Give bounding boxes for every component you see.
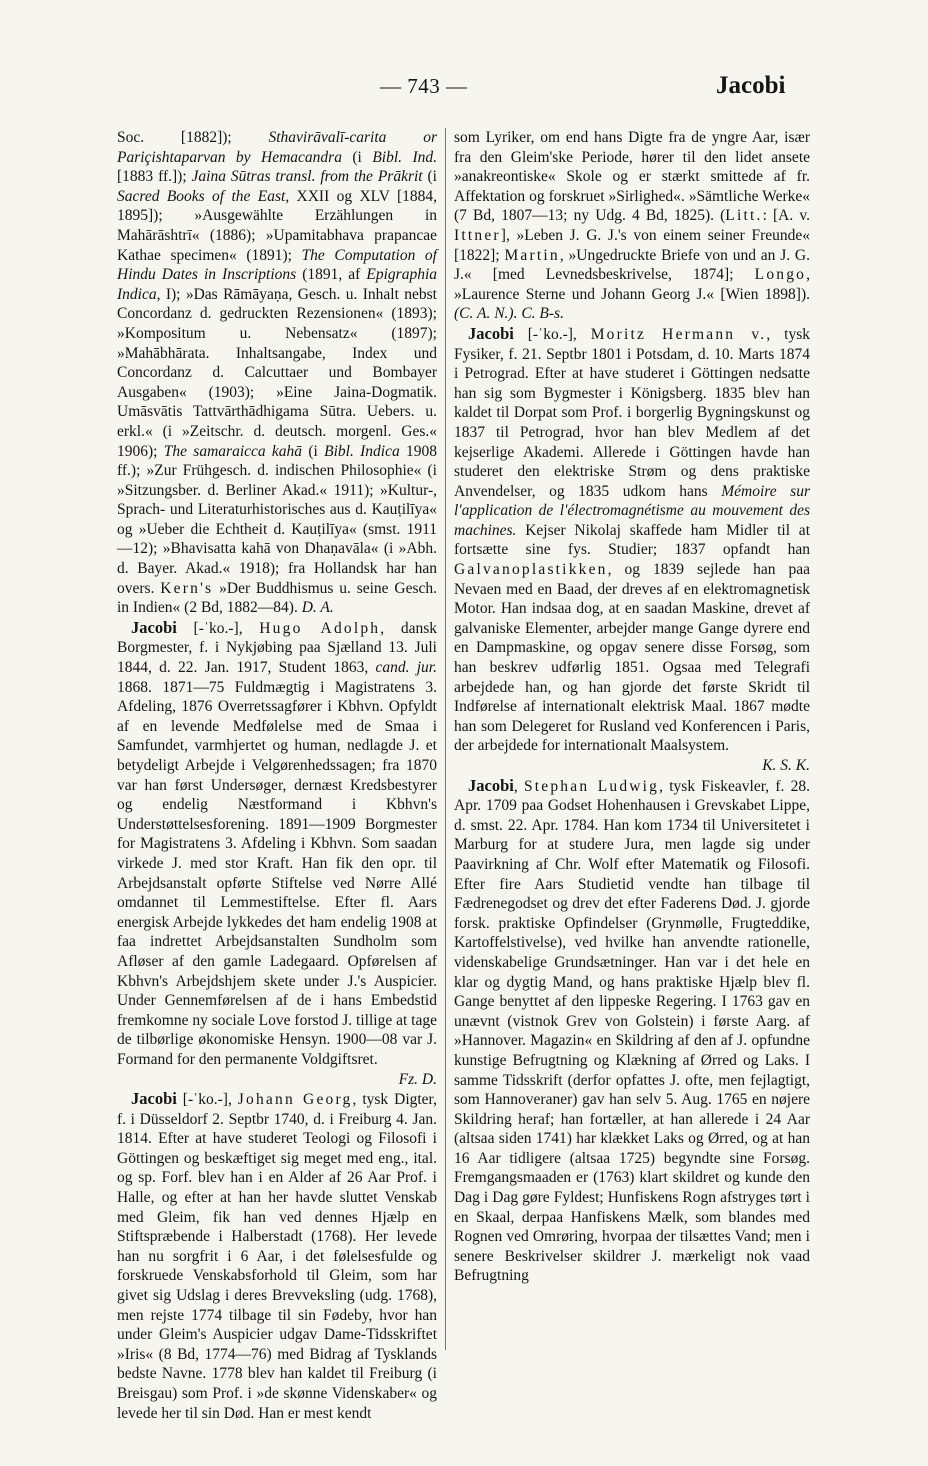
entry-continuation-right — [454, 128, 810, 324]
given-names: Johann Georg — [237, 1091, 353, 1109]
text: (i — [302, 442, 325, 460]
italic-title: Sthavirāvalī-carita or Pariçishtaparvan by Hemacandra — [117, 129, 437, 166]
italic-title: The samaraicca kahā — [163, 442, 303, 460]
given-names: Hugo Adolph — [259, 619, 381, 637]
entry-text: , tysk Fysiker, f. 21. Septbr 1801 i Potsdam, d. 10. Marts 1874 i Petrograd. Efter at have studeret i Göttingen nedsatte han sig som Bygmester i Königsberg. 1835 blev han kaldet til Dorpat som Prof. i borgerlig Bygningskunst og 1837 til Petrograd, hvor han blev Medlem af det kejserlige Akademi. Allerede i Göttingen havde han studeret den elektriske Strøm og dens praktiske Anvendelser, og 1835 udkom hans — [454, 325, 810, 500]
page-number: — 743 — — [380, 74, 468, 98]
spaced-name: Ittner — [454, 226, 501, 244]
pronunciation: [-ˈko.-], — [176, 1091, 238, 1109]
entry-hugo-adolph-jacobi — [117, 618, 437, 1070]
text: ], »Leben J. G. J.'s von einem seiner Freunde« [1822]; — [454, 226, 810, 264]
italic-text: cand. jur. — [375, 659, 437, 677]
text: »Der Buddhismus u. seine Gesch. in Indien« (2 Bd, 1882—84). — [117, 579, 437, 617]
spaced-term: Galvanoplastikken — [454, 561, 608, 579]
pronunciation: [-ˈko.-], — [176, 619, 260, 637]
author-signature: D. A. — [301, 599, 334, 617]
italic-title: Jaina Sūtras transl. from the Prākrit — [191, 168, 423, 186]
text: : [A. v. — [762, 207, 810, 225]
entry-headword: Jacobi — [468, 775, 514, 795]
entry-headword: Jacobi — [468, 323, 514, 343]
italic-title: Sacred Books of the East — [117, 187, 286, 205]
right-column — [454, 128, 810, 1286]
entry-text: , dansk Borgmester, f. i Nykjøbing paa Sjælland 13. Juli 1844, d. 22. Jan. 1917, Student 1863, — [117, 619, 437, 677]
entry-text: , tysk Digter, f. i Düsseldorf 2. Septbr 1740, d. i Freiburg 4. Jan. 1814. Efter at have studeret Teologi og Filosofi i Göttingen og beskæftiget sig meget med eng., ital. og sp. Forf. blev han i en Alder af 26 Aar Prof. i Halle, og efter at han her havde sluttet Venskab med Gleim, fik han ved dennes Hjælp en Stiftspræbende i Halberstadt (1768). Her levede han nu sorgfrit i 6 Aar, i det følelsesfulde og forskruede Venskabsforhold til Gleim, som har givet sig Udslag i deres Brevveksling (udg. 1768), men rejste 1774 tilbage til sin Fødeby, hvor han under Gleim's Auspicier udgav Dame-Tidsskriftet »Iris« (8 Bd, 1774—76) med Bidrag af Tysklands bedste Navne. 1778 blev han kaldet til Freiburg (i Breisgau) som Prof. i »de skønne Videnskaber« og levede her til sin Død. Han er mest kendt — [117, 1091, 437, 1422]
entry-text: , og 1839 sejlede han paa Nevaen med en Baad, der dreves af en elektromagnetisk Motor. Han indsaa dog, at en saadan Maskine, drevet af galvaniske Elementer, arbejder mange Gange dyrere end en Dampmaskine, og opgav senere disse Forsøg, som han beskrev udførlig 1851. Ogsaa med Telegrafi arbejdede han, og han gjorde det første Skridt til Indførelse af internationalt elektrisk Maal. 1867 mødte han som Delegeret for Rusland ved Konferencen i Paris, der arbejdede for internationalt Maalsystem. — [454, 561, 810, 755]
entry-johann-georg-jacobi — [117, 1089, 437, 1423]
text: , »Ungedruckte Briefe von und an J. G. J.« [med Levnedsbeskrivelse, 1874]; — [454, 246, 810, 284]
author-signature: (C. A. N.). C. B-s. — [454, 305, 564, 323]
author-signature: K. S. K. — [762, 757, 810, 774]
punctuation: , — [513, 777, 524, 795]
entry-continuation-left — [117, 128, 437, 618]
text: , I); »Das Rāmāyaṇa, Gesch. u. Inhalt nebst Concordanz d. gedruckten Rezensionen« (1893); »Kompositum u. Nebensatz« (1897); »Mahābhārata. Inhaltsangabe, Index und Concordanz d. Calcuttaer und Bombayer Ausgaben« (1903); »Eine Jaina-Dogmatik. Umāsvātis Tattvārthādhigama Sūtra. Uebers. u. erkl.« (i »Zeitschr. d. deutsch. morgenl. Ges.« 1906); — [117, 285, 437, 460]
text: , »Laurence Sterne und Johann Georg J.« [Wien 1898]). — [454, 266, 810, 303]
page-header — [0, 72, 928, 106]
italic-title: Mémoire sur l'application de l'électromagnétisme au mouvement des machines. — [454, 482, 810, 539]
entry-moritz-hermann-jacobi — [454, 324, 810, 756]
text: [1883 ff.]); — [117, 168, 192, 186]
text: som Lyriker, om end hans Digte fra de yngre Aar, især fra den Gleim'ske Periode, hører til den lidet ansete »anakreontiske« Skole og er stærkt smittede af fr. Affektation og forskruet »Sirlighed«. »Sämtliche Werke« (7 Bd, 1807—13; ny Udg. 4 Bd, 1825). ( — [454, 129, 810, 225]
italic-title: The Computation of Hindu Dates in Inscriptions — [117, 246, 437, 284]
text: 1908 ff.); »Zur Frühgesch. d. indischen Philosophie« (i »Sitzungsber. d. Berliner Akad.« 1911); »Kultur-, Sprach- und Literaturhistorisches aus d. Kauṭilīya« og »Ueber die Echtheit d. Kauṭilīya« (smst. 1911 —12); »Bhavisatta kahā von Dhaṇavāla« (i »Abh. d. Bayer. Akad.« 1918); fra Hollandsk har han overs. — [117, 442, 438, 597]
text: , XXII og XLV [1884, 1895]); »Ausgewählte Erzählungen in Mahārāshtrī« (1886); »Upamitabhava prapancae Kathae specimen« (1891); — [117, 187, 437, 264]
column-divider — [445, 128, 446, 1350]
entry-headword: Jacobi — [131, 617, 177, 637]
spaced-name: Longo — [754, 266, 807, 284]
left-column — [117, 128, 437, 1423]
text: Soc. [1882]); — [117, 129, 269, 146]
entry-stephan-ludwig-jacobi — [454, 776, 810, 1286]
given-names: Moritz Hermann v. — [590, 325, 767, 343]
spaced-text: Litt. — [725, 207, 763, 225]
spaced-name: Martin — [504, 246, 560, 264]
running-head: Jacobi — [716, 72, 786, 99]
given-names: Stephan Ludwig — [523, 777, 660, 795]
spaced-name: Kern's — [160, 579, 214, 597]
entry-text: , tysk Fiskeavler, f. 28. Apr. 1709 paa Godset Hohenhausen i Grevskabet Lippe, d. smst. 22. Apr. 1784. Han kom 1734 til Universitetet i Marburg for at studere Jura, men lagde sig under Paavirkning af Chr. Wolf efter Matematik og Filosofi. Efter fire Aars Studietid vendte han tilbage til Fædrenegodset og drev det efter Faderens Død. J. gjorde forsk. praktiske Opfindelser (Grynmølle, Frugteddike, Kartoffelstivelse), ved hvilke han anvendte rationelle, videnskabelige Grundsætninger. Han var i det hele en klar og dygtig Mand, og hans praktiske Hjælp blev fl. Gange benyttet af den lippeske Regering. I 1763 gav en unævnt (vistnok Grev von Golstein) i første Aarg. af »Hannover. Magazin« en Skildring af den af J. opfundne kunstige Befrugtning og Klækning af Ørred og Laks. I samme Tidsskrift (derfor opfattes J. ofte, men fejlagtigt, som Hannoveraner) gav han selv 5. Aug. 1765 en nøjere Skildring heraf; han fortæller, at han allerede i 24 Aar (altsaa siden 1741) har klækket Laks og Ørred, og at han 16 Aar tidligere (altsaa 1725) begyndte sine Forsøg. Fremgangsmaaden er (1763) klart skildret og kunde den Dag i Dag gøre Fyldest; Hunfiskens Rogn afstryges tørt i en Skaal, derpaa Hanfiskens Mælk, som blandes med Rognen ved Omrøring, hvorpaa der tilsættes Vand; men i senere Beskrivelser skildrer J. mærkeligt nok vaad Befrugtning — [454, 777, 810, 1285]
author-signature: Fz. D. — [398, 1070, 437, 1088]
text: (i — [341, 148, 373, 166]
text: (1891, af — [296, 266, 367, 284]
italic-title: Bibl. Ind. — [372, 148, 437, 166]
italic-title: Epigraphia Indica — [117, 266, 438, 303]
pronunciation: [-ˈko.-], — [513, 325, 591, 343]
entry-text: Kejser Nikolaj skaffede ham Midler til at fortsætte sine fys. Studier; 1837 opfandt han — [454, 521, 810, 559]
entry-headword: Jacobi — [131, 1089, 177, 1109]
text: (i — [422, 168, 437, 186]
italic-title: Bibl. Indica — [324, 442, 400, 460]
entry-text: 1868. 1871—75 Fuldmægtig i Magistratens 3. Afdeling, 1876 Overretssagfører i Kbhvn. Opfyldt af en levende Medfølelse med de Smaa i Samfundet, varmhjertet og human, nedlagde J. et betydeligt Arbejde i Velgørenhedssagen; fra 1870 var han først Undersøger, dernæst Kredsbestyrer og endelig Næstformand i Kbhvn's Understøttelsesforening. 1891—1909 Borgmester for Magistratens 3. Afdeling i Kbhvn. Som saadan virkede J. med stor Kraft. Han fik den opr. til Arbejdsanstalt opførte Stiftelse ved Nørre Allé omdannet til Lemmestiftelse. Efter fl. Aars energisk Arbejde lykkedes det ham endelig 1908 at faa indrettet Arbejdsanstalten Sundholm som Afløser af den gamle Ladegaard. Opførelsen af Kbhvn's Arbejdshjem skete under J.'s Auspicier. Under Gennemførelsen af de i hans Embedstid fremkomne ny sociale Love forstod J. tillige at tage de tilbørlige økonomiske Hensyn. 1900—08 var J. Formand for den permanente Voldgiftsret. — [117, 678, 437, 1068]
